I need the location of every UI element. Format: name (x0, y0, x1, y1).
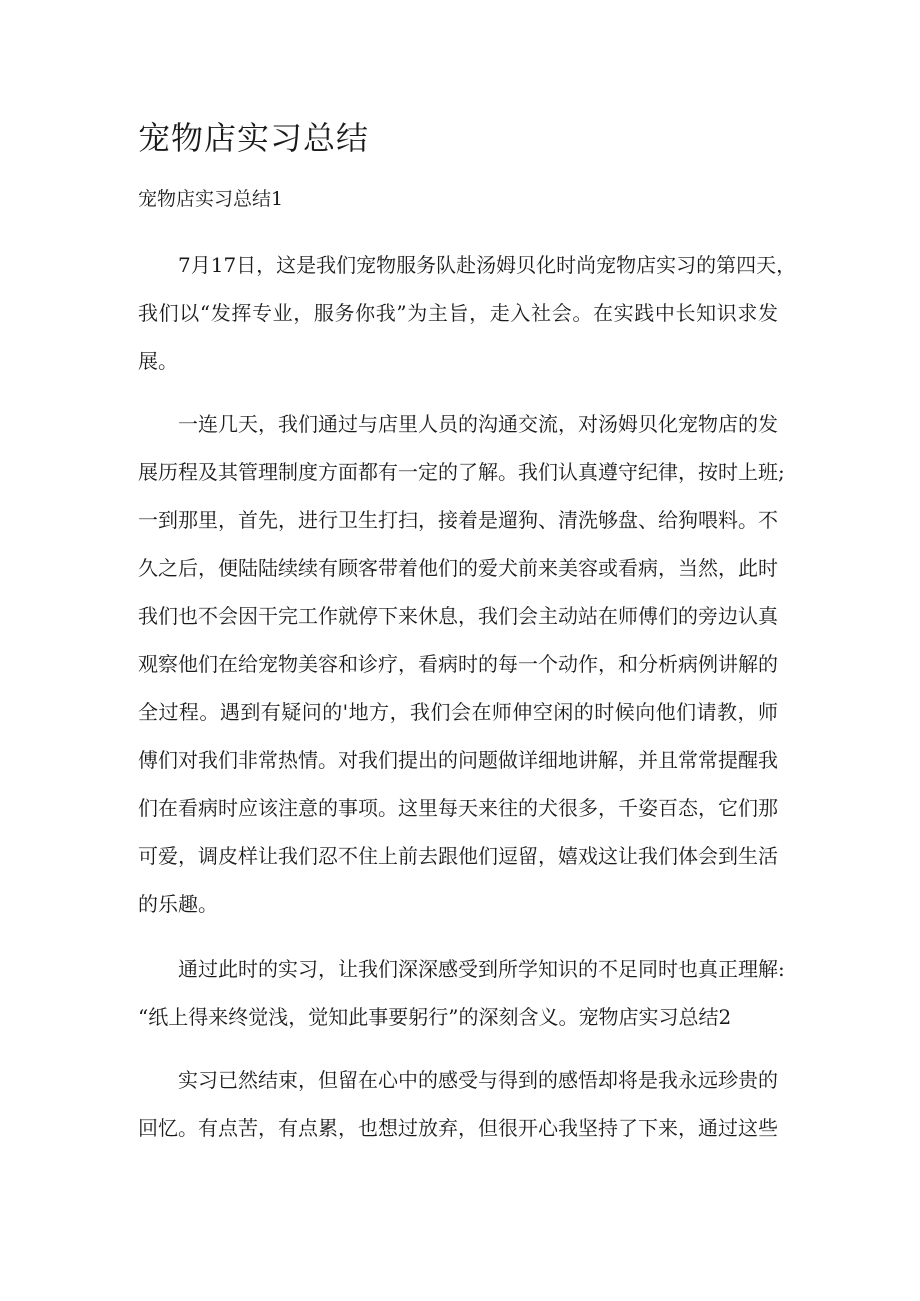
paragraph-line: 傅们对我们非常热情。对我们提出的问题做详细地讲解，并且常常提醒我 (138, 748, 778, 772)
paragraph-line: 一连几天，我们通过与店里人员的沟通交流，对汤姆贝化宠物店的发 (178, 412, 778, 436)
paragraph-line: 展历程及其管理制度方面都有一定的了解。我们认真遵守纪律，按时上班; (138, 460, 785, 484)
document-title: 宠物店实习总结 (138, 119, 370, 157)
paragraph-2 (138, 400, 785, 928)
paragraph-line: “纸上得来终觉浅，觉知此事要躬行”的深刻含义。宠物店实习总结2 (138, 1005, 732, 1029)
section-subtitle: 宠物店实习总结1 (138, 188, 284, 210)
paragraph-1 (138, 241, 797, 385)
paragraph-line: 久之后，便陆陆续续有顾客带着他们的爱犬前来美容或看病，当然，此时 (138, 556, 778, 580)
paragraph-line: 全过程。遇到有疑问的'地方，我们会在师伸空闲的时候向他们请教，师 (138, 700, 778, 724)
paragraph-line: 展。 (138, 349, 178, 373)
paragraph-4 (138, 1056, 778, 1152)
paragraph-line: 7月17日，这是我们宠物服务队赴汤姆贝化时尚宠物店实习的第四天， (178, 253, 797, 277)
paragraph-line: 们在看病时应该注意的事项。这里每天来往的犬很多，千姿百态，它们那 (138, 796, 778, 820)
paragraph-line: 一到那里，首先，进行卫生打扫，接着是遛狗、清洗够盘、给狗喂料。不 (138, 508, 778, 532)
paragraph-line: 实习已然结束，但留在心中的感受与得到的感悟却将是我永远珍贵的 (178, 1068, 778, 1092)
paragraph-line: 通过此时的实习，让我们深深感受到所学知识的不足同时也真正理解: (178, 957, 785, 981)
paragraph-3 (138, 945, 785, 1041)
paragraph-line: 我们也不会因干完工作就停下来休息，我们会主动站在师傅们的旁边认真 (138, 604, 778, 628)
paragraph-line: 观察他们在给宠物美容和诊疗，看病时的每一个动作，和分析病例讲解的 (138, 652, 778, 676)
paragraph-line: 的乐趣。 (138, 892, 218, 916)
paragraph-line: 我们以“发挥专业，服务你我”为主旨，走入社会。在实践中长知识求发 (138, 301, 778, 325)
paragraph-line: 可爱，调皮样让我们忍不住上前去跟他们逗留，嬉戏这让我们体会到生活 (138, 844, 778, 868)
paragraph-line: 回忆。有点苦，有点累，也想过放弃，但很开心我坚持了下来，通过这些 (138, 1116, 778, 1140)
